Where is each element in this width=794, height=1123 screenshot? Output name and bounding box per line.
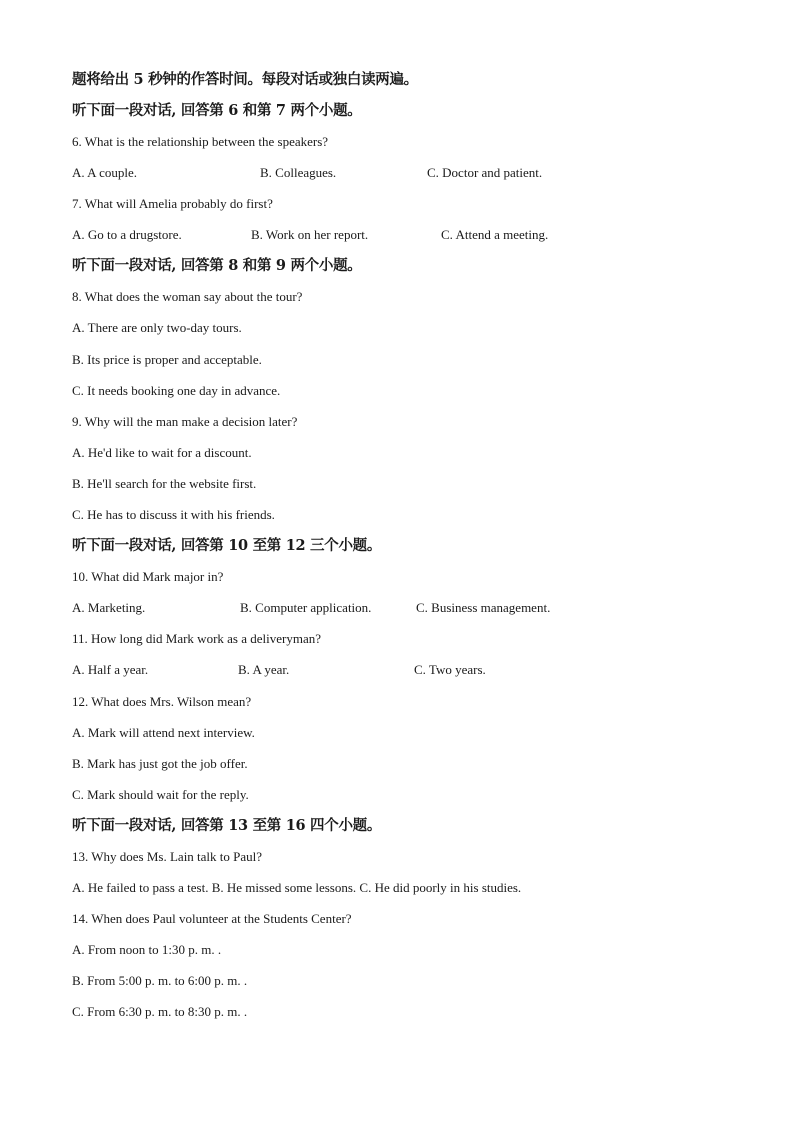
question-6-options	[72, 157, 732, 188]
option-c: C. It needs booking one day in advance.	[72, 382, 281, 398]
question-13-options: A. He failed to pass a test. B. He missed some lessons. C. He did poorly in his studies.	[72, 879, 522, 895]
intro-text: 题将给出 5 秒钟的作答时间。每段对话或独白读两遍。	[72, 71, 418, 88]
option-c: C. He has to discuss it with his friends.	[72, 507, 275, 523]
exam-page	[72, 64, 732, 1027]
question-10-stem: 10. What did Mark major in?	[72, 569, 224, 585]
option-b: B. Its price is proper and acceptable.	[72, 351, 262, 367]
option-c: C. Attend a meeting.	[441, 227, 549, 243]
question-11-stem: 11. How long did Mark work as a deliveryman?	[72, 631, 321, 647]
section-heading-8-9: 听下面一段对话, 回答第 8 和第 9 两个小题。	[72, 257, 362, 275]
option-a: A. From noon to 1:30 p. m. .	[72, 942, 222, 958]
option-a: A. Mark will attend next interview.	[72, 724, 255, 740]
question-7-options	[72, 219, 732, 250]
question-14-stem: 14. When does Paul volunteer at the Students Center?	[72, 911, 352, 927]
option-b: B. He'll search for the website first.	[72, 475, 257, 491]
option-a: A. There are only two-day tours.	[72, 320, 242, 336]
question-7-stem: 7. What will Amelia probably do first?	[72, 196, 273, 212]
option-b: B. Mark has just got the job offer.	[72, 755, 248, 771]
question-11-options	[72, 654, 732, 685]
option-c: C. Doctor and patient.	[427, 165, 543, 181]
option-b: B. From 5:00 p. m. to 6:00 p. m. .	[72, 973, 248, 989]
question-9-stem: 9. Why will the man make a decision later?	[72, 413, 298, 429]
option-c: C. Business management.	[416, 600, 551, 616]
option-b: B. A year.	[238, 662, 290, 678]
question-13-stem: 13. Why does Ms. Lain talk to Paul?	[72, 848, 263, 864]
question-10-options	[72, 592, 732, 623]
question-8-stem: 8. What does the woman say about the tour?	[72, 289, 303, 305]
option-a: A. Half a year.	[72, 662, 149, 678]
option-b: B. Colleagues.	[260, 165, 337, 181]
option-c: C. Two years.	[414, 662, 486, 678]
option-a: A. Marketing.	[72, 600, 146, 616]
section-heading-6-7: 听下面一段对话, 回答第 6 和第 7 两个小题。	[72, 102, 362, 119]
option-a: A. He'd like to wait for a discount.	[72, 444, 252, 460]
option-a: A. A couple.	[72, 165, 137, 181]
option-b: B. Work on her report.	[251, 227, 369, 243]
option-c: C. From 6:30 p. m. to 8:30 p. m. .	[72, 1004, 248, 1020]
option-a: A. Go to a drugstore.	[72, 227, 182, 243]
option-c: C. Mark should wait for the reply.	[72, 786, 249, 802]
question-12-stem: 12. What does Mrs. Wilson mean?	[72, 693, 252, 709]
section-heading-10-12: 听下面一段对话, 回答第 10 至第 12 三个小题。	[72, 537, 382, 555]
option-b: B. Computer application.	[240, 600, 372, 616]
question-6-stem: 6. What is the relationship between the speakers?	[72, 134, 329, 149]
section-heading-13-16: 听下面一段对话, 回答第 13 至第 16 四个小题。	[72, 816, 382, 834]
